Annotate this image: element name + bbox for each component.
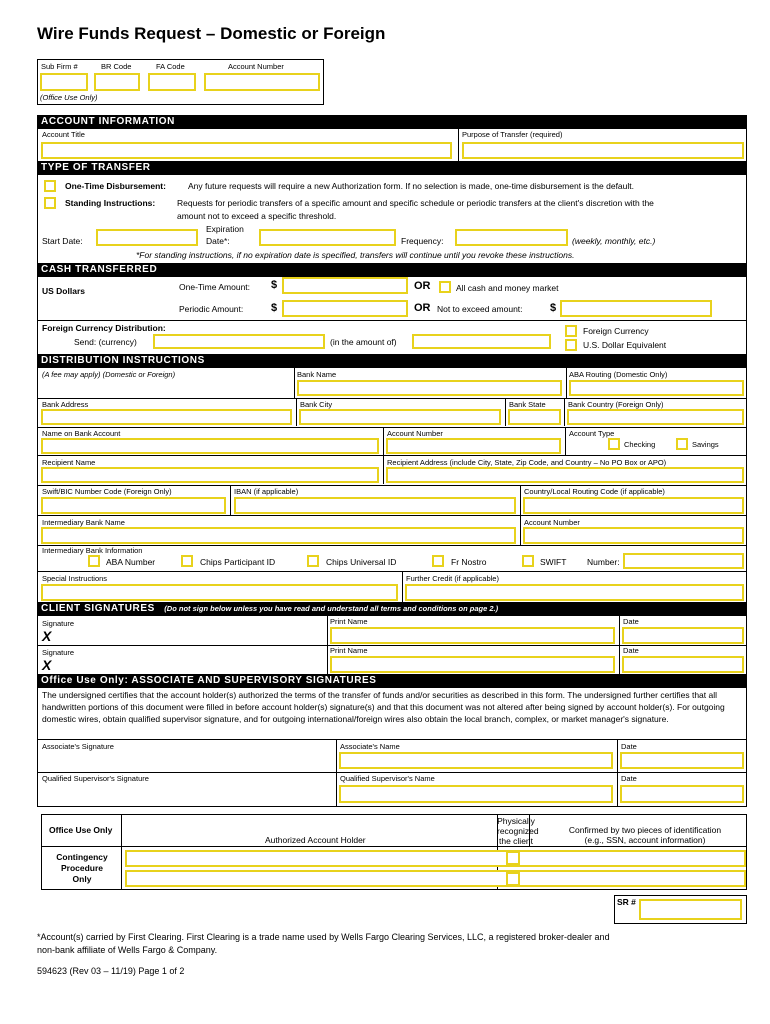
swift-bic-label: Swift/BIC Number Code (Foreign Only): [42, 487, 172, 496]
chips-universal-label: Chips Universal ID: [326, 557, 397, 567]
one-time-label: One-Time Disbursement:: [65, 181, 166, 191]
date-label-2: Date: [623, 646, 639, 655]
date-label-3: Date: [621, 742, 637, 751]
associate-signature-label: Associate's Signature: [42, 742, 114, 751]
further-credit-field[interactable]: [405, 584, 744, 601]
supervisor-signature-label: Qualified Supervisor's Signature: [42, 774, 149, 783]
usd-equivalent-label: U.S. Dollar Equivalent: [583, 340, 667, 350]
client-signatures-header: CLIENT SIGNATURES (Do not sign below unless you have read and understand all terms and conditions on page 2.): [37, 602, 747, 616]
bank-state-label: Bank State: [509, 400, 546, 409]
purpose-field[interactable]: [462, 142, 744, 159]
aba-routing-field[interactable]: [569, 380, 744, 396]
account-number-label: Account Number: [387, 429, 443, 438]
account-type-label: Account Type: [569, 429, 615, 438]
country-routing-field[interactable]: [523, 497, 744, 514]
periodic-amount-label: Periodic Amount:: [179, 304, 244, 314]
signature-label-1: Signature: [42, 619, 75, 628]
account-number-field[interactable]: [386, 438, 561, 454]
fr-nostro-checkbox[interactable]: [432, 555, 444, 567]
cash-transferred-header: CASH TRANSFERRED: [37, 263, 747, 277]
intermediary-account-number-field[interactable]: [523, 527, 744, 544]
dollar-sign: $: [271, 302, 278, 314]
expiration-label-2: Date*:: [206, 236, 230, 246]
recipient-name-field[interactable]: [41, 467, 379, 483]
frequency-label: Frequency:: [401, 236, 444, 246]
not-exceed-field[interactable]: [560, 300, 712, 317]
bank-name-field[interactable]: [297, 380, 562, 396]
swift-checkbox[interactable]: [522, 555, 534, 567]
in-amount-field[interactable]: [412, 334, 551, 349]
savings-checkbox[interactable]: [676, 438, 688, 450]
foreign-currency-label: Foreign Currency: [583, 326, 649, 336]
name-on-account-field[interactable]: [41, 438, 379, 454]
start-date-label: Start Date:: [42, 236, 83, 246]
br-code-label: BR Code: [101, 62, 132, 71]
form-id: 594623 (Rev 03 – 11/19) Page 1 of 2: [37, 966, 185, 976]
expiration-date-field[interactable]: [259, 229, 396, 246]
supervisor-name-label: Qualified Supervisor's Name: [340, 774, 435, 783]
one-time-checkbox[interactable]: [44, 180, 56, 192]
recipient-address-field[interactable]: [386, 467, 744, 483]
client-signatures-note: (Do not sign below unless you have read and understand all terms and conditions on page 2.): [164, 604, 499, 613]
in-amount-label: (in the amount of): [330, 337, 397, 347]
intermediary-bank-name-label: Intermediary Bank Name: [42, 518, 125, 527]
further-credit-label: Further Credit (if applicable): [406, 574, 499, 583]
office-use-header: Office Use Only: ASSOCIATE AND SUPERVISORY SIGNATURES: [37, 674, 747, 688]
aba-number-checkbox[interactable]: [88, 555, 100, 567]
one-time-amount-field[interactable]: [282, 277, 408, 294]
sr-field[interactable]: [639, 899, 742, 920]
sub-firm-field[interactable]: [40, 73, 88, 91]
foreign-dist-label: Foreign Currency Distribution:: [42, 323, 166, 333]
associate-name-field[interactable]: [339, 752, 613, 769]
authorized-holder-field-2[interactable]: [125, 870, 746, 887]
one-time-text: Any future requests will require a new Authorization form. If no selection is made, one-time disbursement is the default.: [188, 181, 635, 191]
account-info-header: ACCOUNT INFORMATION: [37, 115, 747, 129]
fee-note: (A fee may apply) (Domestic or Foreign): [42, 370, 176, 379]
intermediary-number-field[interactable]: [623, 553, 744, 569]
one-time-amount-label: One-Time Amount:: [179, 282, 251, 292]
intermediary-bank-name-field[interactable]: [41, 527, 516, 544]
authorized-holder-field-1[interactable]: [125, 850, 746, 867]
physically-recognized-label: Physically recognized the client: [497, 816, 539, 846]
date-label-4: Date: [621, 774, 637, 783]
supervisor-name-field[interactable]: [339, 785, 613, 803]
chips-participant-label: Chips Participant ID: [200, 557, 276, 567]
certification-paragraph: The undersigned certifies that the account holder(s) authorized the terms of the transfer of funds and/or securities as described in this form. The undersigned further certifies that all handwritten portions of this document were filled in before account holder(s) signature(s) and that this document was not altered after being signed by account holder(s). For outgoing domestic wires, obtain qualified supervisor signature, and for outgoing international/foreign wires also obtain the local branch, complex, or market manager's signature.: [42, 690, 725, 724]
x-mark-1: X: [42, 628, 52, 644]
fa-code-field[interactable]: [148, 73, 196, 91]
aba-number-label: ABA Number: [106, 557, 156, 567]
or-label: OR: [414, 280, 431, 292]
date-label-1: Date: [623, 617, 639, 626]
country-routing-label: Country/Local Routing Code (if applicable): [524, 487, 665, 496]
account-number-field[interactable]: [204, 73, 320, 91]
or-label: OR: [414, 302, 431, 314]
print-name-field-1[interactable]: [330, 627, 615, 644]
bank-name-label: Bank Name: [297, 370, 337, 379]
not-exceed-label: Not to exceed amount:: [437, 304, 523, 314]
contingency-label: Contingency Procedure Only: [56, 852, 108, 884]
us-dollars-label: US Dollars: [42, 286, 85, 296]
x-mark-2: X: [42, 657, 52, 673]
purpose-label: Purpose of Transfer (required): [462, 130, 563, 139]
footer-note-2: non-bank affiliate of Wells Fargo & Company.: [37, 945, 218, 955]
recipient-name-label: Recipient Name: [42, 458, 96, 467]
start-date-field[interactable]: [96, 229, 198, 246]
sr-label: SR #: [617, 897, 636, 907]
send-currency-label: Send: (currency): [74, 337, 137, 347]
standing-text-1: Requests for periodic transfers of a specific amount and specific schedule or periodic transfers at the client's discretion with the: [177, 198, 654, 208]
intermediary-bank-info-label: Intermediary Bank Information: [42, 546, 143, 555]
name-on-account-label: Name on Bank Account: [42, 429, 121, 438]
swift-bic-field[interactable]: [41, 497, 226, 514]
checking-label: Checking: [624, 440, 656, 449]
swift-label: SWIFT: [540, 557, 567, 567]
standing-label: Standing Instructions:: [65, 198, 156, 208]
periodic-amount-field[interactable]: [282, 300, 408, 317]
checking-checkbox[interactable]: [608, 438, 620, 450]
fr-nostro-label: Fr Nostro: [451, 557, 487, 567]
br-code-field[interactable]: [94, 73, 140, 91]
bank-state-field[interactable]: [508, 409, 561, 425]
standing-footnote: *For standing instructions, if no expiration date is specified, transfers will continue until you revoke these instructions.: [136, 250, 575, 260]
frequency-hint: (weekly, monthly, etc.): [572, 236, 656, 246]
expiration-label-1: Expiration: [206, 224, 244, 234]
number-label: Number:: [587, 557, 620, 567]
associate-date-field[interactable]: [620, 752, 744, 769]
bank-country-field[interactable]: [567, 409, 744, 425]
print-name-label-2: Print Name: [330, 646, 368, 655]
bank-address-field[interactable]: [41, 409, 292, 425]
foreign-currency-checkbox[interactable]: [565, 325, 577, 337]
associate-name-label: Associate's Name: [340, 742, 400, 751]
iban-field[interactable]: [234, 497, 516, 514]
office-use-note: (Office Use Only): [40, 93, 98, 102]
account-title-label: Account Title: [42, 130, 85, 139]
dollar-sign: $: [550, 302, 557, 314]
dollar-sign: $: [271, 279, 278, 291]
iban-label: IBAN (if applicable): [234, 487, 299, 496]
supervisor-date-field[interactable]: [620, 785, 744, 803]
type-of-transfer-header: TYPE OF TRANSFER: [37, 161, 747, 175]
all-cash-label: All cash and money market: [456, 283, 559, 293]
sub-firm-label: Sub Firm #: [41, 62, 78, 71]
account-title-field[interactable]: [41, 142, 452, 159]
usd-equivalent-checkbox[interactable]: [565, 339, 577, 351]
bank-city-field[interactable]: [299, 409, 501, 425]
recognized-checkbox-2[interactable]: [506, 872, 520, 886]
authorized-holder-label: Authorized Account Holder: [265, 835, 366, 845]
fa-code-label: FA Code: [156, 62, 185, 71]
chips-participant-checkbox[interactable]: [181, 555, 193, 567]
intermediary-account-number-label: Account Number: [524, 518, 580, 527]
recognized-checkbox-1[interactable]: [506, 851, 520, 865]
aba-routing-label: ABA Routing (Domestic Only): [569, 370, 668, 379]
bank-country-label: Bank Country (Foreign Only): [568, 400, 664, 409]
footer-note-1: *Account(s) carried by First Clearing. First Clearing is a trade name used by Wells Fargo Clearing Services, LLC, a registered broker-dealer and: [37, 932, 610, 942]
recipient-address-label: Recipient Address (include City, State, Zip Code, and Country – No PO Box or APO): [387, 458, 667, 467]
date-field-2[interactable]: [622, 656, 744, 673]
send-currency-field[interactable]: [153, 334, 325, 349]
office-use-only-label: Office Use Only: [49, 825, 113, 835]
print-name-field-2[interactable]: [330, 656, 615, 673]
date-field-1[interactable]: [622, 627, 744, 644]
distribution-header: DISTRIBUTION INSTRUCTIONS: [37, 354, 747, 368]
chips-universal-checkbox[interactable]: [307, 555, 319, 567]
all-cash-checkbox[interactable]: [439, 281, 451, 293]
account-number-label: Account Number: [228, 62, 284, 71]
confirmed-id-label: Confirmed by two pieces of identification (e.g., SSN, account information): [568, 825, 722, 845]
standing-text-2: amount not to exceed a specific threshold.: [177, 211, 337, 221]
form-title: Wire Funds Request – Domestic or Foreign: [37, 24, 386, 43]
bank-address-label: Bank Address: [42, 400, 89, 409]
savings-label: Savings: [692, 440, 719, 449]
frequency-field[interactable]: [455, 229, 568, 246]
special-instructions-field[interactable]: [41, 584, 398, 601]
signature-label-2: Signature: [42, 648, 75, 657]
standing-checkbox[interactable]: [44, 197, 56, 209]
special-instructions-label: Special Instructions: [42, 574, 108, 583]
bank-city-label: Bank City: [300, 400, 333, 409]
print-name-label-1: Print Name: [330, 617, 368, 626]
